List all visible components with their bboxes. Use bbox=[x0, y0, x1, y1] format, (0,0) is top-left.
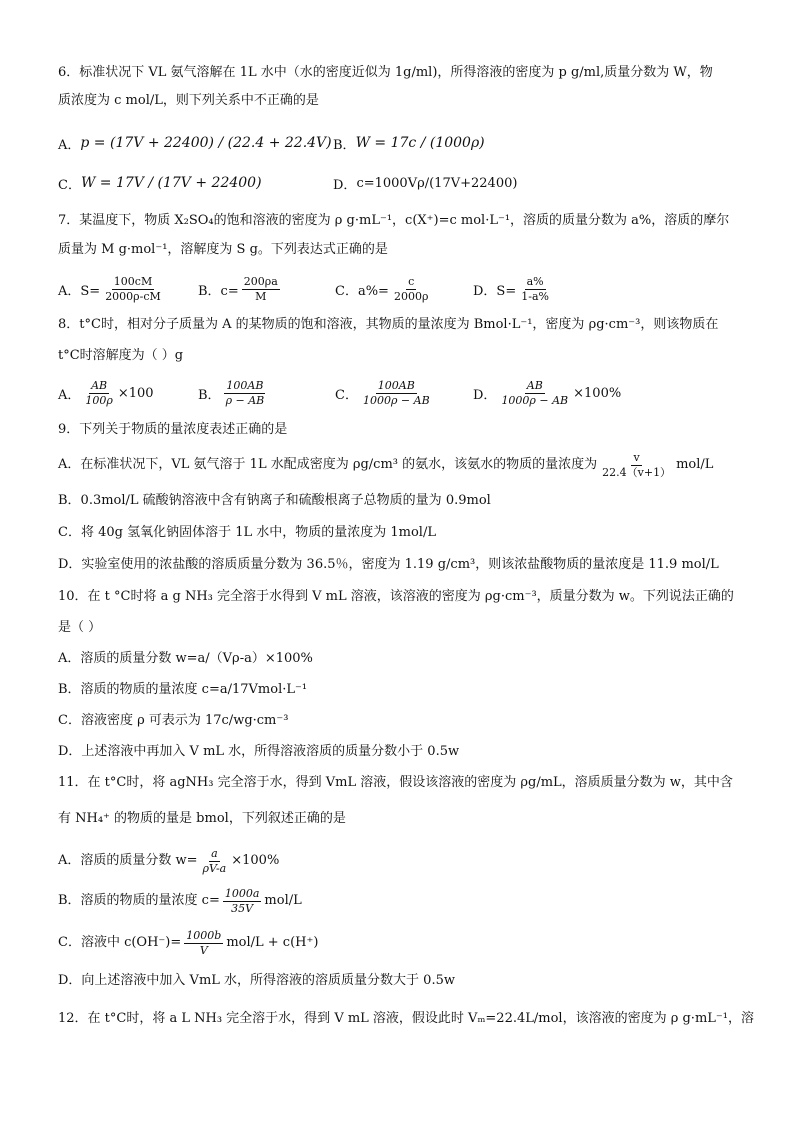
suffix: mol/L + c(H⁺) bbox=[226, 935, 319, 950]
fraction bbox=[103, 275, 163, 304]
q6-stem-line1: 6．标准状况下 VL 氨气溶解在 1L 水中（水的密度近似为 1g/ml)，所得溶液的密度为 p g/ml,质量分数为 W，物 bbox=[58, 65, 713, 80]
q7-option-b bbox=[198, 272, 283, 306]
option-label: D．S= bbox=[473, 283, 517, 299]
denominator: 2000ρ bbox=[393, 289, 429, 303]
option-label: C． bbox=[335, 387, 358, 403]
numerator: a% bbox=[526, 274, 544, 288]
option-text: A．溶质的质量分数 w= bbox=[58, 853, 198, 868]
numerator: 100AB bbox=[377, 378, 415, 392]
q8-option-d bbox=[473, 376, 621, 410]
q10-option-b: B．溶质的物质的量浓度 c=a/17Vmol·L⁻¹ bbox=[58, 682, 308, 697]
formula: W = 17c / (1000ρ) bbox=[355, 135, 485, 151]
q6-options-ab bbox=[58, 126, 758, 160]
q10-option-a: A．溶质的质量分数 w=a/（Vρ-a）×100% bbox=[58, 651, 313, 666]
option-label: D． bbox=[333, 177, 357, 193]
suffix: ×100% bbox=[573, 385, 622, 401]
fraction bbox=[223, 887, 262, 916]
numerator: 1000a bbox=[224, 886, 260, 900]
fraction bbox=[499, 379, 570, 408]
numerator: a bbox=[211, 846, 218, 860]
q9-option-a bbox=[58, 452, 713, 478]
numerator: AB bbox=[526, 378, 543, 392]
q6-option-b bbox=[333, 126, 485, 160]
formula: W = 17V / (17V + 22400) bbox=[80, 175, 262, 191]
formula: c=1000Vρ/(17V+22400) bbox=[356, 175, 518, 191]
q10-stem-line1: 10．在 t °C时将 a g NH₃ 完全溶于水得到 V mL 溶液，该溶液的密度为 ρg·cm⁻³，质量分数为 w。下列说法正确的 bbox=[58, 589, 734, 604]
q8-option-c bbox=[335, 376, 435, 410]
denominator: 2000ρ-cM bbox=[105, 289, 161, 303]
q11-stem-line2: 有 NH₄⁺ 的物质的量是 bmol，下列叙述正确的是 bbox=[58, 811, 346, 826]
unit: mol/L bbox=[676, 457, 714, 472]
q8-options bbox=[58, 376, 758, 410]
suffix: mol/L bbox=[264, 893, 302, 908]
q6-stem-line2: 质浓度为 c mol/L，则下列关系中不正确的是 bbox=[58, 93, 319, 108]
q9-option-b: B．0.3mol/L 硫酸钠溶液中含有钠离子和硫酸根离子总物质的量为 0.9mol bbox=[58, 493, 491, 508]
fraction bbox=[224, 379, 267, 408]
q11-option-a bbox=[58, 844, 279, 878]
numerator: v bbox=[633, 450, 640, 464]
q10-stem-line2: 是（ ） bbox=[58, 620, 102, 635]
q10-option-c: C．溶液密度 ρ 可表示为 17c/wg·cm⁻³ bbox=[58, 713, 289, 728]
option-text: A．在标准状况下，VL 氨气溶于 1L 水配成密度为 ρg/cm³ 的氨水，该氨水的物质的量浓度为 bbox=[58, 457, 598, 472]
q11-option-c bbox=[58, 926, 318, 960]
denominator: 1-a% bbox=[521, 289, 549, 303]
option-label: B．c= bbox=[198, 283, 239, 299]
denominator: ρ − AB bbox=[225, 393, 265, 407]
option-label: C． bbox=[58, 177, 81, 193]
option-label: B． bbox=[333, 137, 356, 153]
q8-stem-line1: 8．t°C时，相对分子质量为 A 的某物质的饱和溶液，其物质的量浓度为 Bmol·L⁻¹，密度为 ρg·cm⁻³，则该物质在 bbox=[58, 317, 719, 332]
q9-stem: 9．下列关于物质的量浓度表述正确的是 bbox=[58, 422, 288, 437]
denominator: M bbox=[255, 289, 267, 303]
denominator: 1000ρ − AB bbox=[362, 393, 430, 407]
q10-option-d: D．上述溶液中再加入 V mL 水，所得溶液溶质的质量分数小于 0.5w bbox=[58, 744, 460, 759]
fraction bbox=[600, 451, 673, 480]
numerator: 1000b bbox=[186, 928, 222, 942]
q8-option-a bbox=[58, 376, 154, 410]
denominator: 22.4（v+1） bbox=[602, 465, 672, 479]
q8-option-b bbox=[198, 376, 269, 410]
denominator: 35V bbox=[231, 901, 254, 915]
q7-stem-line1: 7．某温度下，物质 X₂SO₄的饱和溶液的密度为 ρ g·mL⁻¹，c(X⁺)=c mol·L⁻¹，溶质的质量分数为 a%，溶质的摩尔 bbox=[58, 213, 730, 228]
formula: p = (17V + 22400) / (22.4 + 22.4V) bbox=[80, 135, 332, 151]
q12-stem-line1: 12．在 t°C时，将 a L NH₃ 完全溶于水，得到 V mL 溶液，假设此时 Vₘ=22.4L/mol，该溶液的密度为 ρ g·mL⁻¹，溶 bbox=[58, 1011, 754, 1026]
option-text: C．溶液中 c(OH⁻)= bbox=[58, 935, 182, 950]
option-label: A．S= bbox=[58, 283, 101, 299]
denominator: 100ρ bbox=[85, 393, 113, 407]
option-label: A． bbox=[58, 137, 81, 153]
fraction bbox=[184, 929, 223, 958]
fraction bbox=[392, 275, 430, 304]
q7-option-c bbox=[335, 272, 433, 306]
denominator: ρV-a bbox=[202, 861, 227, 875]
q9-option-c: C．将 40g 氢氧化钠固体溶于 1L 水中，物质的量浓度为 1mol/L bbox=[58, 525, 436, 540]
denominator: 1000ρ − AB bbox=[501, 393, 569, 407]
suffix: ×100 bbox=[117, 385, 154, 401]
q11-option-b bbox=[58, 884, 302, 918]
numerator: 100cM bbox=[113, 274, 153, 288]
numerator: AB bbox=[91, 378, 108, 392]
option-label: D． bbox=[473, 387, 497, 403]
q9-option-d: D．实验室使用的浓盐酸的溶质质量分数为 36.5％，密度为 1.19 g/cm³，则该浓盐酸物质的量浓度是 11.9 mol/L bbox=[58, 557, 719, 572]
suffix: ×100% bbox=[231, 853, 280, 868]
q6-options-cd bbox=[58, 166, 758, 200]
fraction bbox=[201, 847, 229, 876]
numerator: c bbox=[408, 274, 415, 288]
option-label: A． bbox=[58, 387, 81, 403]
q11-option-d: D．向上述溶液中加入 VmL 水，所得溶液的溶质质量分数大于 0.5w bbox=[58, 973, 455, 988]
q7-option-d bbox=[473, 272, 554, 306]
option-label: B． bbox=[198, 387, 221, 403]
q6-option-a bbox=[58, 126, 332, 160]
option-text: B．溶质的物质的量浓度 c= bbox=[58, 893, 220, 908]
q7-options bbox=[58, 272, 758, 306]
q6-option-d bbox=[333, 166, 517, 200]
q8-stem-line2: t°C时溶解度为（ ）g bbox=[58, 348, 184, 363]
numerator: 200ρa bbox=[243, 274, 278, 288]
fraction bbox=[519, 275, 551, 304]
q7-stem-line2: 质量为 M g·mol⁻¹，溶解度为 S g。下列表达式正确的是 bbox=[58, 242, 388, 257]
fraction bbox=[242, 275, 280, 304]
option-label: C．a%= bbox=[335, 283, 389, 299]
fraction bbox=[83, 379, 114, 408]
fraction bbox=[361, 379, 432, 408]
q6-option-c bbox=[58, 166, 262, 200]
q11-stem-line1: 11．在 t°C时，将 agNH₃ 完全溶于水，得到 VmL 溶液，假设该溶液的密度为 ρg/mL，溶质质量分数为 w，其中含 bbox=[58, 775, 733, 790]
numerator: 100AB bbox=[226, 378, 264, 392]
q7-option-a bbox=[58, 272, 166, 306]
denominator: V bbox=[199, 943, 208, 957]
